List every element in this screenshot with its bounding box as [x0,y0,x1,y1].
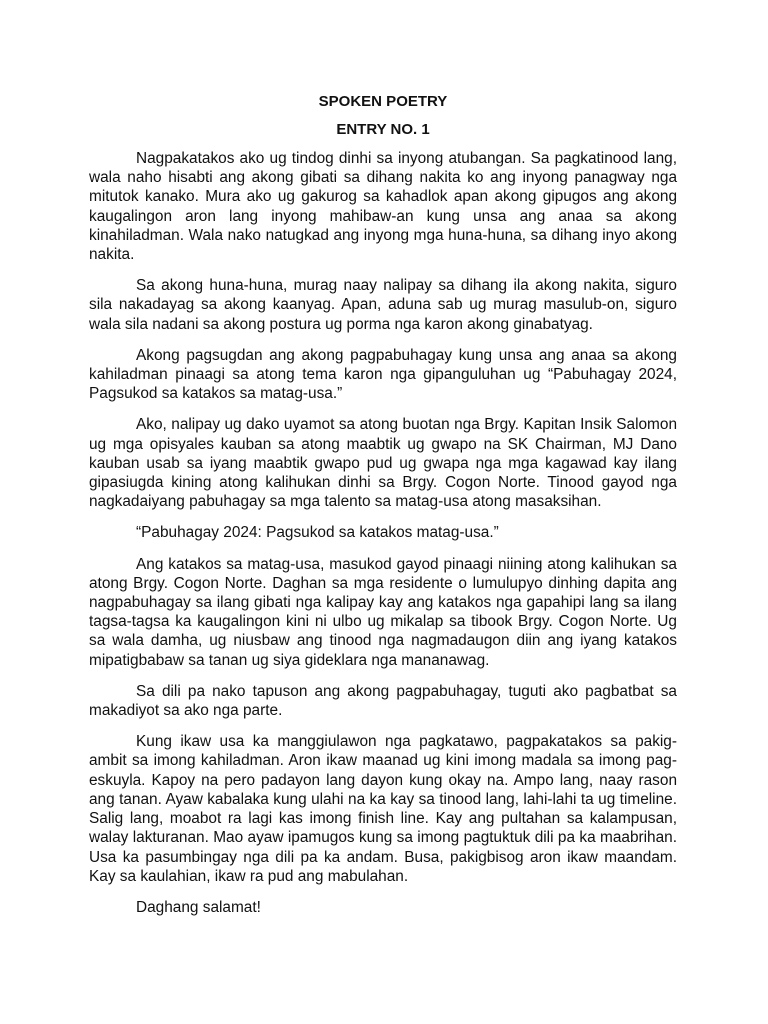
paragraph-8: Kung ikaw usa ka manggiulawon nga pagkatawo, pagpakatakos sa pakig-ambit sa imong kahiladman. Aron ikaw maanad ug kini imong madala sa imong pag-eskuyla. Kapoy na pero padayon lang dayon kung okay na. Ampo lang, naay rason ang tanan. Ayaw kabalaka kung ulahi na ka kay sa tinood lang, lahi-lahi ta ug timeline. Salig lang, moabot ra lagi kas imong finish line. Kay ang pultahan sa kalampusan, walay lakturanan. Mao ayaw ipamugos kung sa imong pagtuktuk dili pa ka maabrihan. Usa ka pasumbingay nga dili pa ka andam. Busa, pakigbisog aron ikaw maandam. Kay sa kaulahian, ikaw ra pud ang mabulahan. [89,733,677,885]
paragraph-6: Ang katakos sa matag-usa, masukod gayod pinaagi niining atong kalihukan sa atong Brgy. Cogon Norte. Daghan sa mga residente o lumulupyo dinhing dapita ang nagpabuhagay sa ilang gibati nga kalipay kay ang katakos nga gapahipi lang sa ilang tagsa-tagsa ka kaugalingon kini ni ulbo ug mikalap sa tibook Brgy. Cogon Norte. Ug sa wala damha, ug niusbaw ang tinood nga nagmadaugon diin ang iyang katakos mipatigbabaw sa tanan ug siya gideklara nga mananawag. [89,555,677,669]
entry-number: ENTRY NO. 1 [336,121,430,138]
paragraph-3: Akong pagsugdan ang akong pagpabuhagay kung unsa ang anaa sa akong kahiladman pinaagi sa atong tema karon nga gipanguluhan ug “Pabuhagay 2024, Pagsukod sa katakos sa matag-usa.” [89,346,677,403]
paragraph-2: Sa akong huna-huna, murag naay nalipay sa dihang ila akong nakita, siguro sila nakadayag sa akong kaanyag. Apan, aduna sab ug murag masulub-on, siguro wala sila nadani sa akong postura ug porma nga karon akong ginabatyag. [89,277,677,333]
paragraph-1: Nagpakatakos ako ug tindog dinhi sa inyong atubangan. Sa pagkatinood lang, wala naho hisabti ang akong gibati sa dihang nakita ko ang inyong panagway nga mitutok kanako. Mura ako ug gakurog sa kahadlok apan akong gipugos ang akong kaugalingon aron lang inyong mahibaw-an kung unsa ang anaa sa akong kinahiladman. Wala nako natugkad ang inyong mga huna-huna, sa dihang inyo akong nakita. [89,150,677,264]
paragraph-4: Ako, nalipay ug dako uyamot sa atong buotan nga Brgy. Kapitan Insik Salomon ug mga opisyales kauban sa atong maabtik ug gwapo na SK Chairman, MJ Dano kauban usab sa iyang maabtik gwapo pud ug gwapa nga mga kagawad kay ilang gipasiugda kining atong kalihukan dinhi sa Brgy. Cogon Norte. Tinood gayod nga nagkadaiyang pabuhagay sa mga talento sa matag-usa atong masaksihan. [89,416,677,511]
document-title: SPOKEN POETRY [318,93,448,110]
closing-line: Daghang salamat! [136,898,261,916]
paragraph-7: Sa dili pa nako tapuson ang akong pagpabuhagay, tuguti ako pagbatbat sa makadiyot sa ako nga parte. [89,682,677,720]
document-body [89,92,677,929]
theme-quote: “Pabuhagay 2024: Pagsukod sa katakos matag-usa.” [136,524,499,542]
